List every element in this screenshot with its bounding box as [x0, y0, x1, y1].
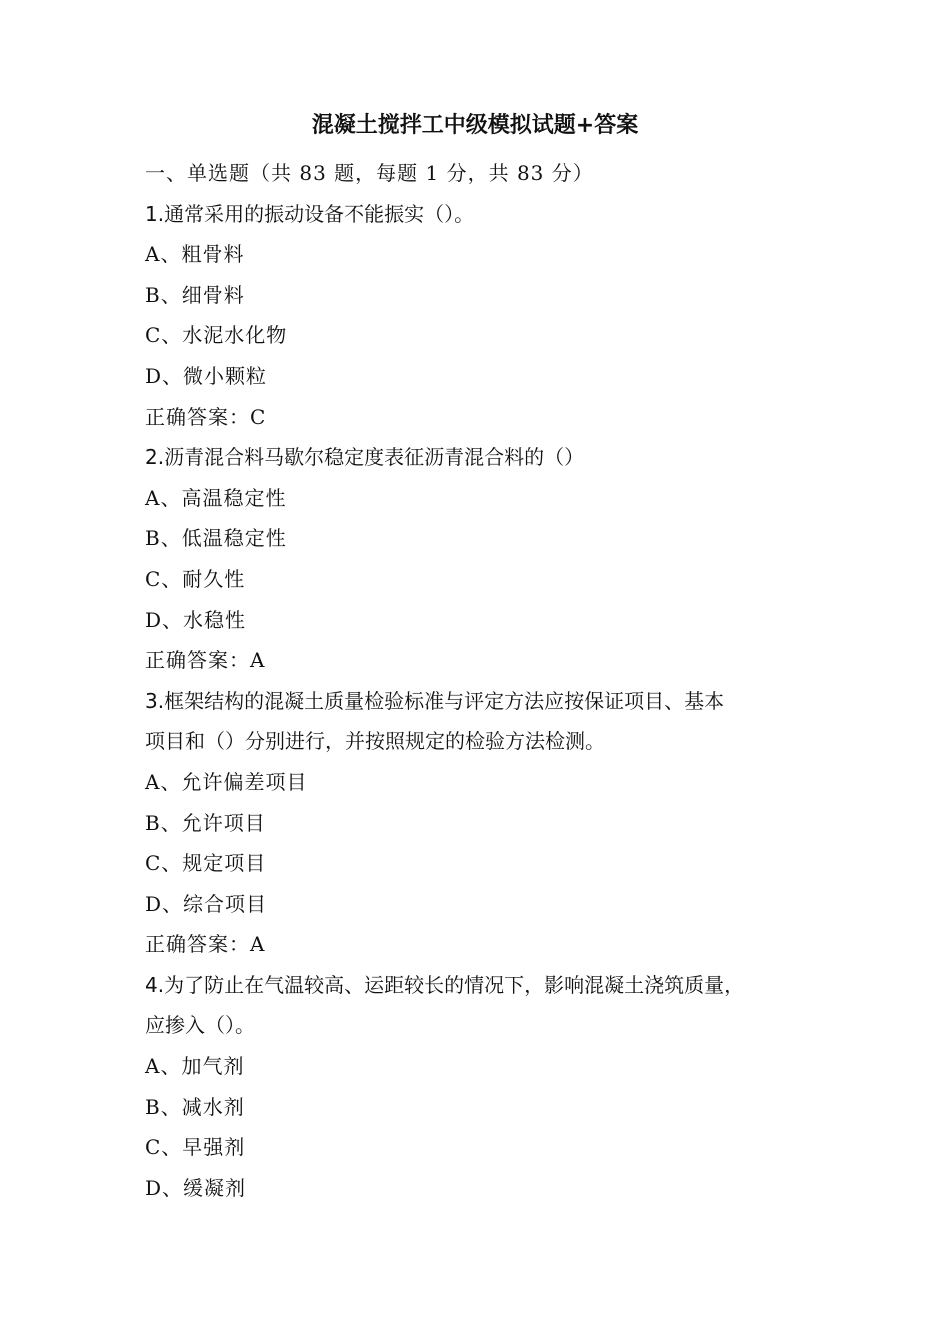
correct-answer: 正确答案：A [145, 932, 266, 957]
correct-answer: 正确答案：A [145, 648, 266, 673]
question-block [145, 681, 825, 965]
question-stem: 1.通常采用的振动设备不能振实（）。 [145, 201, 475, 226]
option-d: D、微小颗粒 [145, 363, 268, 388]
option-b: B、低温稳定性 [145, 526, 287, 551]
question-stem-line-2: 应掺入（）。 [145, 1013, 255, 1038]
option-a: A、高温稳定性 [145, 485, 287, 510]
option-d: D、水稳性 [145, 607, 247, 632]
question-block [145, 437, 825, 681]
option-c: C、早强剂 [145, 1135, 246, 1160]
document-body [145, 153, 825, 1208]
question-stem-line-1: 3.框架结构的混凝土质量检验标准与评定方法应按保证项目、基本 [145, 688, 725, 713]
option-c: C、耐久性 [145, 566, 246, 591]
question-stem-line-2: 项目和（）分别进行，并按照规定的检验方法检测。 [145, 729, 605, 754]
option-c: C、水泥水化物 [145, 323, 288, 348]
document-title: 混凝土搅拌工中级模拟试题+答案 [311, 113, 639, 138]
option-d: D、缓凝剂 [145, 1175, 247, 1200]
option-a: A、加气剂 [145, 1054, 245, 1079]
option-b: B、减水剂 [145, 1094, 245, 1119]
section-heading: 一、单选题（共 83 题，每题 1 分，共 83 分） [145, 161, 594, 185]
question-stem-line-1: 4.为了防止在气温较高、运距较长的情况下，影响混凝土浇筑质量， [145, 972, 745, 997]
option-a: A、允许偏差项目 [145, 769, 308, 794]
option-d: D、综合项目 [145, 891, 268, 916]
question-block [145, 965, 825, 1209]
correct-answer: 正确答案：C [145, 404, 267, 429]
question-block [145, 194, 825, 438]
question-stem: 2.沥青混合料马歇尔稳定度表征沥青混合料的（） [145, 445, 585, 470]
option-a: A、粗骨料 [145, 242, 245, 267]
option-c: C、规定项目 [145, 851, 267, 876]
option-b: B、允许项目 [145, 810, 266, 835]
option-b: B、细骨料 [145, 282, 245, 307]
